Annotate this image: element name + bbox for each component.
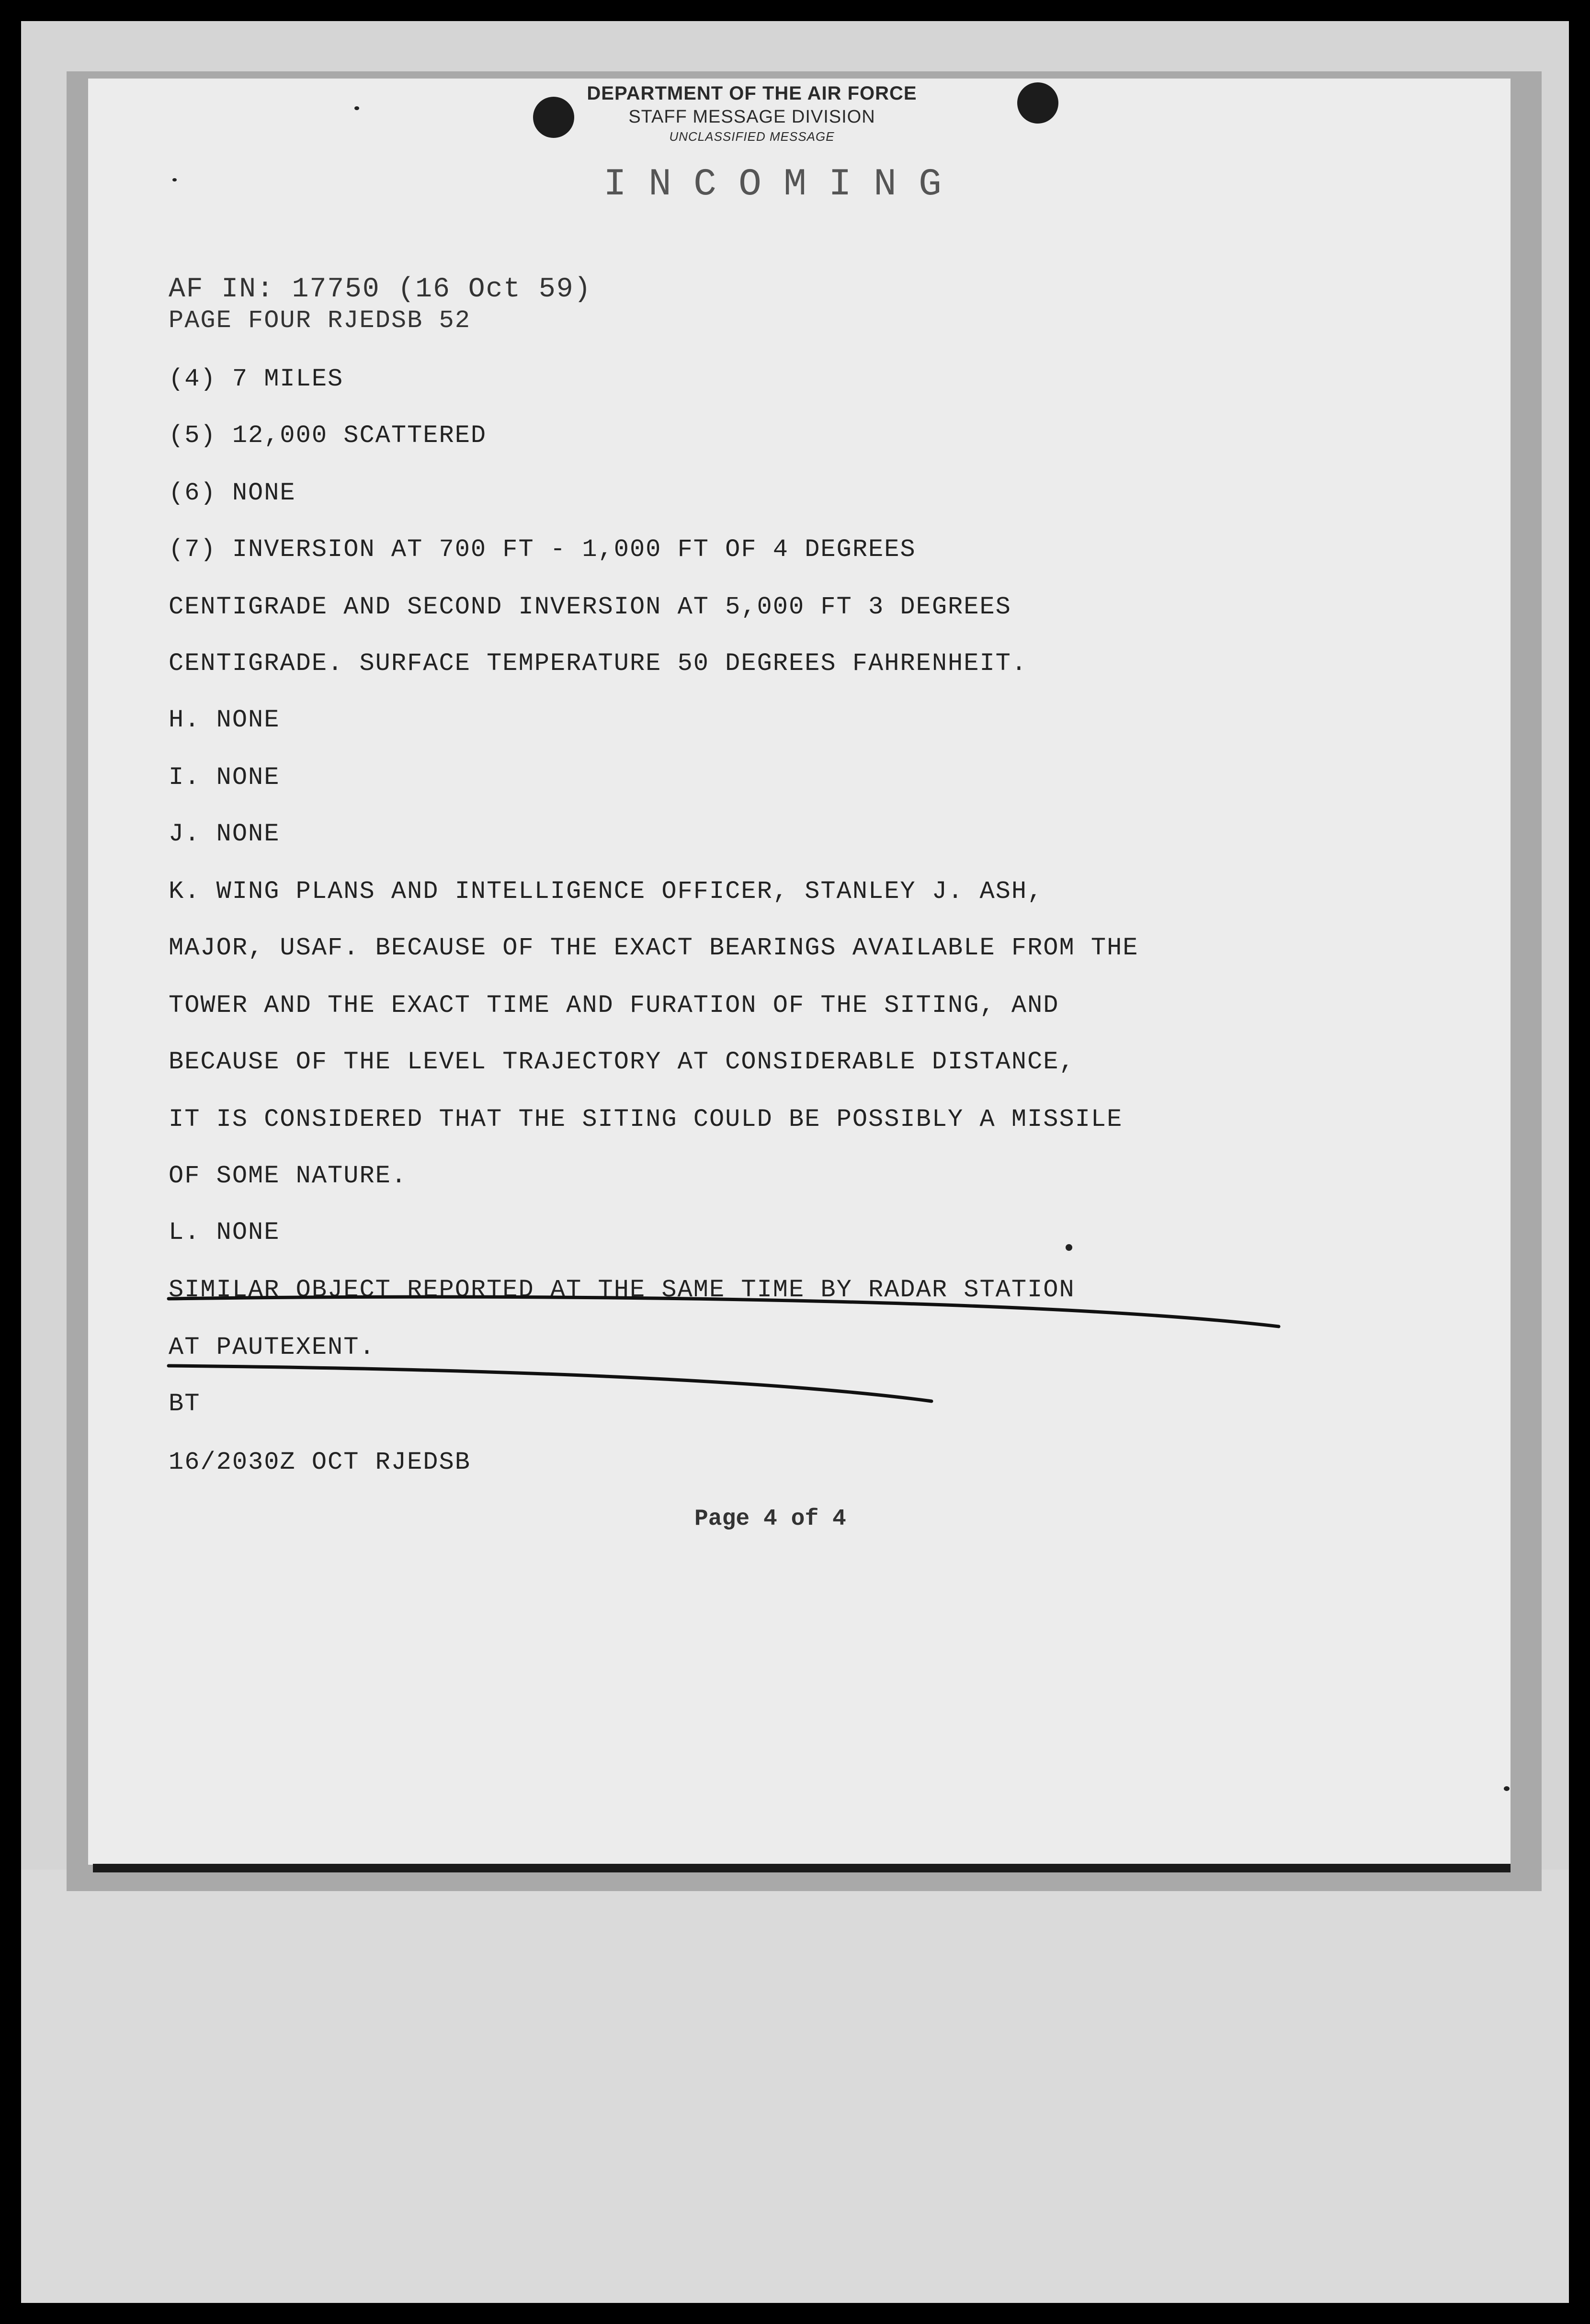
division-name: STAFF MESSAGE DIVISION: [628, 107, 875, 127]
page-number: Page 4 of 4: [694, 1506, 846, 1532]
body-line: (4) 7 MILES: [169, 365, 344, 393]
body-line: SIMILAR OBJECT REPORTED AT THE SAME TIME BY RADAR STATION: [169, 1276, 1075, 1304]
incoming-stamp: INCOMING: [603, 163, 964, 206]
body-line: (5) 12,000 SCATTERED: [169, 421, 487, 450]
body-line: L. NONE: [169, 1218, 280, 1247]
document-page: [88, 79, 1510, 1865]
message-header: [556, 81, 948, 145]
body-line: (7) INVERSION AT 700 FT - 1,000 FT OF 4 DEGREES: [169, 535, 916, 564]
page-bottom-edge: [93, 1864, 1510, 1872]
dust-speck: [172, 178, 177, 181]
body-line: OF SOME NATURE.: [169, 1162, 408, 1190]
body-line: CENTIGRADE. SURFACE TEMPERATURE 50 DEGREES FAHRENHEIT.: [169, 649, 1028, 678]
body-line: (6) NONE: [169, 479, 296, 507]
body-line: BECAUSE OF THE LEVEL TRAJECTORY AT CONSIDERABLE DISTANCE,: [169, 1048, 1075, 1076]
dust-speck: [1066, 1244, 1072, 1251]
page-code: PAGE FOUR RJEDSB 52: [169, 306, 471, 335]
body-line: AT PAUTEXENT.: [169, 1333, 375, 1361]
dust-speck: [1504, 1786, 1510, 1791]
film-lower-area: [21, 1870, 1569, 2303]
binder-hole-right: [1017, 82, 1058, 124]
body-line: K. WING PLANS AND INTELLIGENCE OFFICER, STANLEY J. ASH,: [169, 877, 1044, 906]
body-line: IT IS CONSIDERED THAT THE SITING COULD BE POSSIBLY A MISSILE: [169, 1105, 1123, 1134]
body-line: TOWER AND THE EXACT TIME AND FURATION OF THE SITING, AND: [169, 991, 1059, 1020]
body-line: H. NONE: [169, 706, 280, 734]
body-line: 16/2030Z OCT RJEDSB: [169, 1448, 471, 1476]
body-line: BT: [169, 1390, 201, 1418]
classification-label: UNCLASSIFIED MESSAGE: [669, 129, 835, 144]
dust-speck: [354, 106, 359, 110]
body-line: I. NONE: [169, 763, 280, 792]
af-in-reference: AF IN: 17750 (16 Oct 59): [169, 274, 592, 305]
body-line: J. NONE: [169, 820, 280, 848]
body-line: CENTIGRADE AND SECOND INVERSION AT 5,000 FT 3 DEGREES: [169, 593, 1011, 621]
body-line: MAJOR, USAF. BECAUSE OF THE EXACT BEARINGS AVAILABLE FROM THE: [169, 934, 1139, 962]
agency-name: DEPARTMENT OF THE AIR FORCE: [587, 83, 917, 104]
